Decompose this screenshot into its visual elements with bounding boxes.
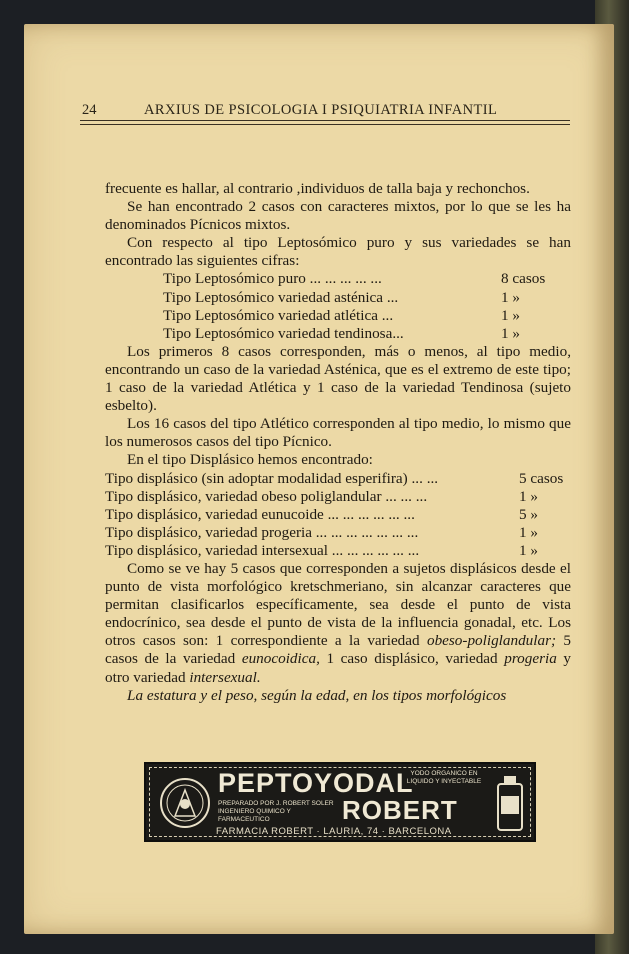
row-label: Tipo displásico (sin adoptar modalidad esperifira) ... ... bbox=[105, 469, 439, 487]
table-row bbox=[105, 488, 571, 506]
row-value: 5 casos bbox=[519, 469, 564, 487]
page-number: 24 bbox=[82, 102, 97, 118]
paragraph: Con respecto al tipo Leptosómico puro y sus variedades se han encontrado las siguientes cifras: bbox=[105, 234, 571, 270]
row-label: Tipo displásico, variedad eunucoide ... ... ... ... ... ... bbox=[105, 505, 415, 523]
row-label: Tipo displásico, variedad intersexual ... ... ... ... ... ... bbox=[105, 541, 420, 559]
table-row bbox=[163, 307, 553, 325]
paragraph: Los 16 casos del tipo Atlético corresponden al tipo medio, lo mismo que los numerosos casos del tipo Pícnico. bbox=[105, 415, 571, 451]
ad-tagline: YODO ORGANICO EN LIQUIDO Y INYECTABLE bbox=[406, 770, 482, 785]
row-value: 1 » bbox=[519, 487, 538, 505]
table-row bbox=[105, 470, 571, 488]
advertisement-banner bbox=[144, 762, 536, 842]
ad-preparer: PREPARADO POR J. ROBERT SOLER INGENIERO QUIMICO Y FARMACEUTICO bbox=[218, 800, 334, 823]
row-label: Tipo Leptosómico variedad asténica ... bbox=[163, 288, 399, 306]
row-value: 1 » bbox=[519, 541, 538, 559]
paragraph bbox=[105, 560, 571, 687]
bottle-icon bbox=[492, 774, 528, 834]
paragraph-text: 1 caso displásico, variedad bbox=[319, 650, 505, 668]
table-row bbox=[105, 542, 571, 560]
ad-brand-name: PEPTOYODAL bbox=[218, 768, 414, 798]
paragraph: frecuente es hallar, al contrario ,individuos de talla baja y rechonchos. bbox=[105, 180, 530, 197]
row-label: Tipo Leptosómico puro ... ... ... ... ... bbox=[163, 270, 382, 288]
row-value: 8 casos bbox=[501, 270, 546, 288]
paragraph-text: 5 casos de la variedad bbox=[105, 632, 572, 668]
pharmacy-emblem-icon bbox=[158, 774, 212, 832]
row-label: Tipo displásico, variedad progeria ... ... ... ... ... ... ... bbox=[105, 523, 419, 541]
paragraph-text: y otro variedad bbox=[105, 650, 572, 686]
running-header bbox=[80, 100, 570, 120]
table-row bbox=[163, 289, 553, 307]
row-label: Tipo Leptosómico variedad atlética ... bbox=[163, 306, 394, 324]
header-rule bbox=[80, 120, 570, 121]
displasico-table bbox=[105, 470, 571, 560]
paragraph: En el tipo Displásico hemos encontrado: bbox=[127, 451, 373, 469]
italic-term: intersexual. bbox=[189, 668, 261, 686]
table-row bbox=[163, 325, 553, 343]
table-row bbox=[105, 524, 571, 542]
ad-brand-name-2: ROBERT bbox=[342, 795, 458, 825]
paragraph: Se han encontrado 2 casos con caracteres mixtos, por lo que se les ha denominados Pícnicos mixtos. bbox=[105, 198, 571, 234]
row-value: 1 » bbox=[519, 523, 538, 541]
header-rule-thin bbox=[80, 124, 570, 125]
italic-term: obeso-poliglandular; bbox=[426, 632, 557, 650]
table-row bbox=[105, 506, 571, 524]
ad-address: FARMACIA ROBERT · LAURIA, 74 · BARCELONA bbox=[216, 826, 452, 837]
row-value: 1 » bbox=[501, 288, 520, 306]
row-value: 5 » bbox=[519, 505, 538, 523]
section-heading: La estatura y el peso, según la edad, en los tipos morfológicos bbox=[127, 686, 507, 704]
journal-title: ARXIUS DE PSICOLOGIA I PSIQUIATRIA INFANTIL bbox=[144, 102, 498, 118]
table-row bbox=[163, 270, 553, 288]
paragraph: Los primeros 8 casos corresponden, más o menos, al tipo medio, encontrando un caso de la variedad Asténica, que es el extremo de este tipo; 1 caso de la variedad Atlética y 1 caso de la variedad Tendinosa (sujeto esbelto). bbox=[105, 342, 571, 415]
italic-term: progeria bbox=[504, 650, 557, 668]
row-label: Tipo displásico, variedad obeso poliglandular ... ... ... bbox=[105, 487, 428, 505]
row-label: Tipo Leptosómico variedad tendinosa... bbox=[163, 324, 404, 342]
paragraph-text: Como se ve hay 5 casos que corresponden a sujetos displásicos desde el punto de vista morfológico kretschmeriano, sin alcanzar caracteres que permitan clasificarlos específicamente, sea desde el punto de vista endocrínico, sea desde el punto de vista de la influencia gonadal, etc. Los otros casos son: 1 correspondiente a la variedad bbox=[105, 559, 571, 650]
italic-term: eunocoidica, bbox=[241, 650, 320, 668]
article-body bbox=[105, 180, 571, 705]
leptosomico-table bbox=[105, 270, 553, 342]
row-value: 1 » bbox=[501, 306, 520, 324]
row-value: 1 » bbox=[501, 324, 520, 342]
